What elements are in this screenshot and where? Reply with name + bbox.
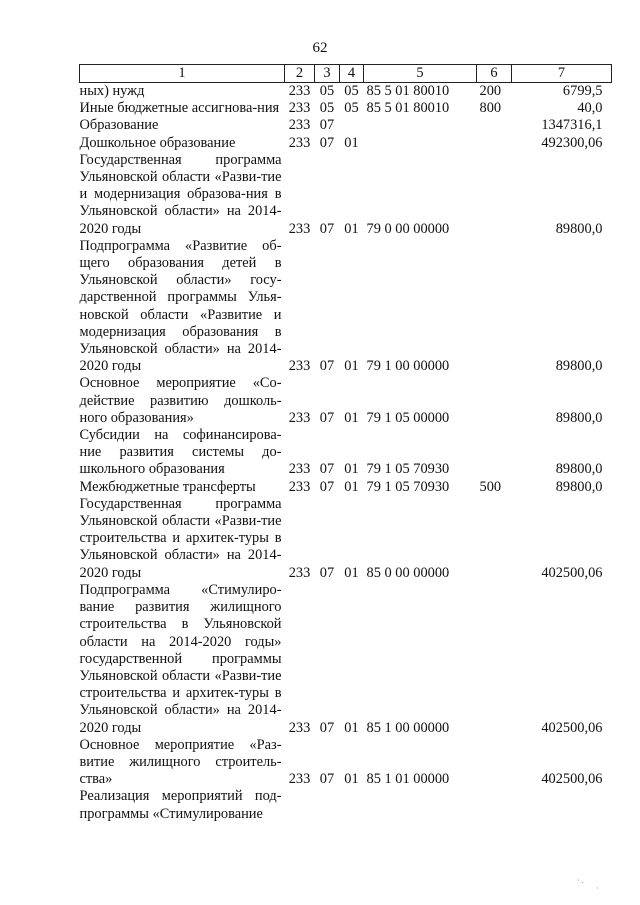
code-col4: 01 [344, 771, 359, 788]
code-col2: 233 [288, 478, 311, 495]
header-cell-2: 2 [285, 65, 315, 83]
header-cell-6: 6 [477, 65, 512, 83]
code-col3: 07 [319, 409, 335, 426]
code-col2: 233 [288, 134, 311, 151]
code-col5: 85 1 01 00000 [366, 771, 450, 788]
code-col6 [477, 427, 512, 479]
header-cell-1: 1 [80, 65, 285, 83]
item-name: Основное мероприятие «Со-действие развитию дошколь-ного образования» [79, 375, 282, 426]
code-col6: 200 [479, 83, 502, 99]
code-col5 [364, 788, 477, 822]
table-header-row [80, 65, 612, 83]
code-col2 [285, 788, 315, 822]
code-col3: 07 [319, 771, 335, 788]
code-col2: 233 [288, 100, 311, 117]
code-col2: 233 [288, 771, 311, 788]
code-col3: 07 [319, 719, 335, 736]
table-row [80, 135, 612, 152]
amount: 1347316,1 [541, 117, 603, 134]
code-col5: 79 1 05 70930 [366, 478, 450, 495]
code-col4: 05 [344, 100, 359, 117]
code-col3: 05 [319, 100, 335, 117]
table-row [80, 238, 612, 376]
item-name: Межбюджетные трансферты [79, 478, 256, 495]
header-cell-7: 7 [512, 65, 612, 83]
table-row [80, 737, 612, 789]
code-col6 [477, 788, 512, 822]
code-col2: 233 [288, 220, 311, 237]
code-col5: 79 0 00 00000 [366, 220, 450, 237]
header-cell-3: 3 [315, 65, 340, 83]
table-row [80, 582, 612, 737]
code-col2: 233 [288, 117, 311, 134]
code-col2: 233 [288, 564, 311, 581]
code-col4: 01 [344, 220, 359, 237]
code-col2: 233 [288, 358, 311, 375]
code-col6 [477, 737, 512, 789]
code-col6: 500 [479, 478, 502, 495]
code-col5: 85 5 01 80010 [366, 83, 450, 99]
code-col3: 07 [319, 478, 335, 495]
code-col4: 01 [344, 461, 359, 478]
scan-artifact: · [596, 884, 599, 893]
table-row [80, 788, 612, 822]
item-name: Подпрограмма «Развитие об-щего образования детей в Ульяновской области» госу-дарственной программы Улья-новской области «Развитие и модернизация образования в Ульяновской области» на 2014-2020 годы [79, 237, 282, 375]
code-col4 [340, 788, 364, 822]
code-col2: 233 [288, 409, 311, 426]
scan-artifact: · . [577, 876, 584, 885]
code-col6 [477, 135, 512, 152]
item-name: Основное мероприятие «Раз-витие жилищного строитель-ства» [79, 736, 282, 788]
table-row [80, 496, 612, 582]
item-name: Государственная программа Ульяновской области «Разви-тие строительства и архитек-туры в Ульяновской области» на 2014-2020 годы [79, 495, 282, 581]
header-cell-4: 4 [340, 65, 364, 83]
table-row [80, 375, 612, 427]
code-col4: 01 [344, 358, 359, 375]
table-row [80, 152, 612, 238]
amount: 89800,0 [555, 220, 603, 237]
item-name: Реализация мероприятий под-программы «Стимулирование [79, 788, 282, 822]
item-name: Подпрограмма «Стимулиро-вание развития жилищного строительства в Ульяновской области на 2014-2020 годы» государственной программы Ульяновской области «Разви-тие строительства и архитек-туры в Ульяновской области» на 2014-2020 годы [79, 581, 282, 736]
code-col3: 07 [319, 220, 335, 237]
code-col3: 07 [319, 461, 335, 478]
code-col4: 01 [344, 564, 359, 581]
code-col4: 01 [344, 719, 359, 736]
amount: 492300,06 [541, 134, 603, 151]
code-col3: 05 [319, 83, 335, 99]
code-col6 [477, 152, 512, 238]
header-cell-5: 5 [364, 65, 477, 83]
amount: 89800,0 [555, 409, 603, 426]
code-col5 [364, 135, 477, 152]
code-col3 [315, 788, 340, 822]
table-body [80, 83, 612, 823]
code-col3: 07 [319, 117, 335, 134]
code-col3: 07 [319, 134, 335, 151]
amount: 6799,5 [562, 83, 603, 99]
code-col5 [364, 117, 477, 134]
table-row [80, 117, 612, 134]
item-name: Государственная программа Ульяновской области «Разви-тие и модернизация образова-ния в Ульяновской области» на 2014-2020 годы [79, 151, 282, 237]
code-col5: 79 1 05 00000 [366, 409, 450, 426]
code-col6 [477, 117, 512, 134]
code-col2: 233 [288, 83, 311, 99]
table-row [80, 479, 612, 496]
code-col4: 01 [344, 409, 359, 426]
code-col5: 85 1 00 00000 [366, 719, 450, 736]
code-col3: 07 [319, 564, 335, 581]
table-row [80, 427, 612, 479]
item-name: Субсидии на софинансирова-ние развития системы до-школьного образования [79, 427, 282, 478]
table-row [80, 100, 612, 117]
item-name: Дошкольное образование [79, 134, 236, 151]
item-name: Образование [79, 117, 159, 134]
amount: 402500,06 [541, 771, 603, 788]
code-col4: 05 [344, 83, 359, 99]
code-col6: 800 [479, 100, 502, 117]
code-col4: 01 [344, 134, 359, 151]
amount: 89800,0 [555, 358, 603, 375]
code-col5: 79 1 05 70930 [366, 461, 450, 478]
page-number: 62 [312, 40, 328, 56]
amount: 89800,0 [555, 461, 603, 478]
code-col2: 233 [288, 719, 311, 736]
code-col6 [477, 496, 512, 582]
code-col6 [477, 238, 512, 376]
budget-table [79, 64, 612, 823]
table-row [80, 83, 612, 101]
amount: 402500,06 [541, 564, 603, 581]
code-col6 [477, 375, 512, 427]
code-col6 [477, 582, 512, 737]
amount [512, 788, 612, 822]
amount: 402500,06 [541, 719, 603, 736]
item-name: Иные бюджетные ассигнова-ния [79, 100, 280, 117]
code-col5: 85 0 00 00000 [366, 564, 450, 581]
amount: 40,0 [577, 100, 603, 117]
code-col3: 07 [319, 358, 335, 375]
code-col5: 79 1 00 00000 [366, 358, 450, 375]
code-col2: 233 [288, 461, 311, 478]
code-col4 [340, 117, 364, 134]
amount: 89800,0 [555, 478, 603, 495]
code-col5: 85 5 01 80010 [366, 100, 450, 117]
code-col4: 01 [344, 478, 359, 495]
item-name: ных) нужд [79, 83, 145, 99]
